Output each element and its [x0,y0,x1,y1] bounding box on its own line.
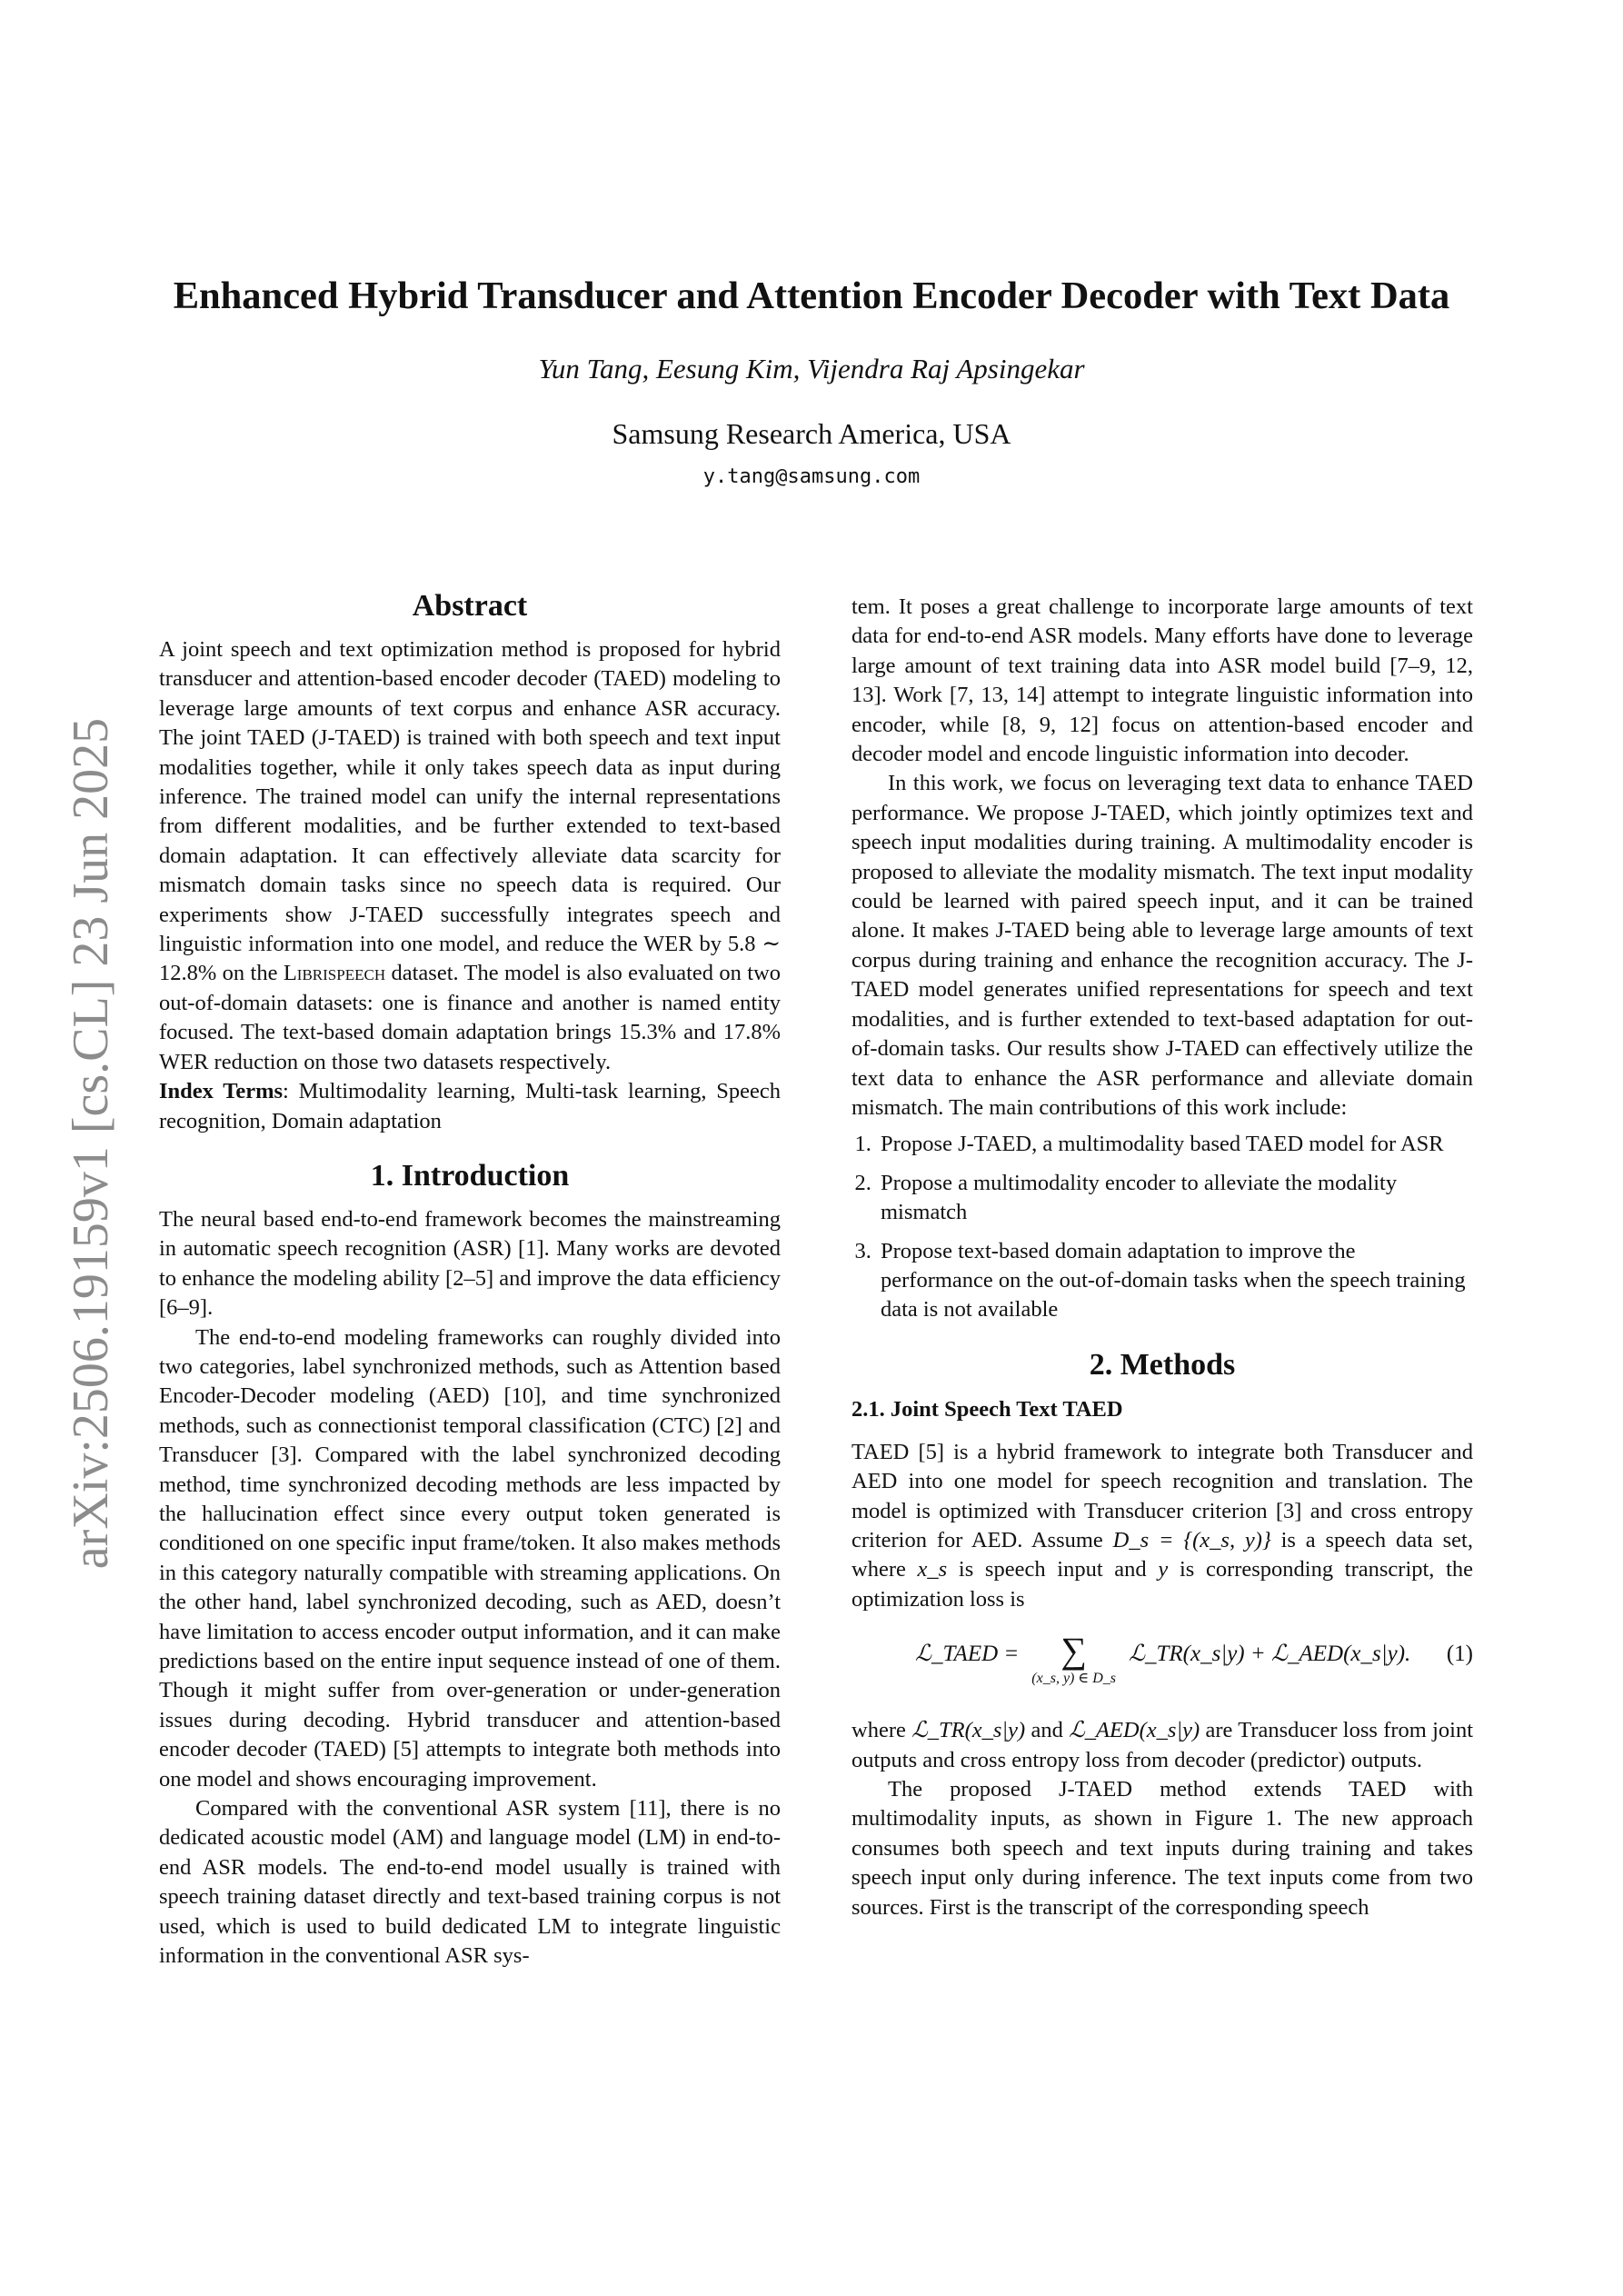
contribution-item: 2. Propose a multimodality encoder to alleviate the modality mismatch [877,1169,1473,1228]
equation-number: (1) [1446,1642,1473,1667]
intro-paragraph-3: Compared with the conventional ASR system [11], there is no dedicated acoustic model (AM) and language model (LM) in end-to-end ASR models. The end-to-end model usually is trained with speech training dataset directly and text-based training corpus is not used, which is used to build dedicated LM to integrate linguistic information in the conventional ASR sys- [159,1796,781,1969]
math-aed-loss: ℒ_AED(x_s|y) [1069,1718,1200,1743]
joint-speech-text-taed-subheading: 2.1. Joint Speech Text TAED [851,1396,1123,1422]
summation-subscript: (x_s, y) ∈ D_s [1031,1671,1116,1687]
summation [1031,1631,1116,1687]
math-transcript: y [1158,1557,1169,1582]
author-email: y.tang@samsung.com [702,465,921,488]
abstract-heading: Abstract [412,589,528,623]
loss-equation [851,1631,1473,1707]
index-terms [159,1077,781,1136]
contribution-item: 3. Propose text-based domain adaptation to improve the performance on the out-of-domain tasks when the speech training data is not available [877,1237,1473,1325]
math-speech-input: x_s [917,1557,948,1582]
dataset-name: Librispeech [283,961,386,986]
left-column [159,586,781,1971]
paper-title: Enhanced Hybrid Transducer and Attention Encoder Decoder with Text Data [173,275,1450,317]
summation-sign: ∑ [1060,1630,1087,1672]
author-list: Yun Tang, Eesung Kim, Vijendra Raj Apsingekar [538,353,1085,384]
methods-paragraph-3: The proposed J-TAED method extends TAED with multimodality inputs, as shown in Figure 1. The new approach consumes both speech and text inputs during training and takes speech input only during inference. The text inputs come from two sources. First is the transcript of the corresponding speech [851,1777,1473,1920]
intro-paragraph-1: The neural based end-to-end framework becomes the mainstreaming in automatic speech recognition (ASR) [1]. Many works are devoted to enhance the modeling ability [2–5] and improve the data efficiency [6–9]. [159,1206,781,1321]
contribution-list [851,1130,1473,1324]
introduction-heading: 1. Introduction [370,1158,570,1193]
math-dataset: D_s = {(x_s, y)} [1112,1527,1271,1552]
index-terms-label: Index Terms [159,1079,284,1104]
intro-paragraph-2: The end-to-end modeling frameworks can roughly divided into two categories, label synchronized methods, such as Attention based Encoder-Decoder modeling (AED) [10], and time synchronized methods, such as connectionist temporal classification (CTC) [2] and Transducer [3]. Compared with the label synchronized decoding method, time synchronized decoding methods are less impacted by the hallucination effect since every output token generated is conditioned on one specific input frame/token. It also makes methods in this category naturally compatible with streaming applications. On the other hand, label synchronized decoding, such as AED, doesn’t have limitation to access encoder output information, and it can make predictions based on the entire input sequence instead of one of them. Though it might suffer from over-generation or under-generation issues during decoding. Hybrid transducer and attention-based encoder decoder (TAED) [5] attempts to integrate both methods into one model and shows encouraging improvement. [159,1324,781,1792]
arxiv-identifier: arXiv:2506.19159v1 [cs.CL] 23 Jun 2025 [63,717,119,1570]
equation-rhs: ℒ_TR(x_s|y) + ℒ_AED(x_s|y). [1129,1642,1411,1667]
index-terms-list: : Multimodality learning, Multi-task learning, Speech recognition, Domain adaptation [159,1079,781,1133]
math-transducer-loss: ℒ_TR(x_s|y) [911,1718,1026,1743]
methods-paragraph-2: where ℒ_TR(x_s|y) and ℒ_AED(x_s|y) are Transducer loss from joint outputs and cross entropy loss from decoder (predictor) outputs. [851,1718,1474,1772]
right-column [851,593,1473,1922]
equation-lhs: ℒ_TAED = [915,1642,1020,1667]
affiliation: Samsung Research America, USA [612,417,1011,450]
methods-heading: 2. Methods [1089,1347,1236,1382]
abstract-text: A joint speech and text optimization method is proposed for hybrid transducer and attention-based encoder decoder (TAED) modeling to leverage large amounts of text corpus and enhance ASR accuracy. The joint TAED (J-TAED) is trained with both speech and text input modalities together, while it only takes speech data as input during inference. The trained model can unify the internal representations from different modalities, and be further extended to text-based domain adaptation. It can effectively alleviate data scarcity for mismatch domain tasks since no speech data is required. Our experiments show J-TAED successfully integrates speech and linguistic information into one model, and reduce the WER by 5.8 ∼ 12.8% on the Librispeech dataset. The model is also evaluated on two out-of-domain datasets: one is finance and another is named entity focused. The text-based domain adaptation brings 15.3% and 17.8% WER reduction on those two datasets respectively. [159,637,782,1074]
methods-paragraph-1: TAED [5] is a hybrid framework to integrate both Transducer and AED into one model for speech recognition and translation. The model is optimized with Transducer criterion [3] and cross entropy criterion for AED. Assume D_s = {(x_s, y)} is a speech data set, where x_s is speech input and y is corresponding transcript, the optimization loss is [851,1439,1474,1612]
contribution-item: 1. Propose J-TAED, a multimodality based TAED model for ASR [877,1130,1473,1159]
intro-paragraph-3-continued: tem. It poses a great challenge to incorporate large amounts of text data for end-to-end ASR models. Many efforts have done to leverage large amount of text training data into ASR model build [7–9, 12, 13]. Work [7, 13, 14] attempt to integrate linguistic information into encoder, while [8, 9, 12] focus on attention-based encoder and decoder model and encode linguistic information into decoder. [851,594,1473,767]
intro-paragraph-4: In this work, we focus on leveraging text data to enhance TAED performance. We propose J-TAED, which jointly optimizes text and speech input modalities during training. A multimodality encoder is proposed to alleviate the modality mismatch. The text input modality could be learned with paired speech input, and it can be trained alone. It makes J-TAED being able to leverage large amounts of text corpus during training and enhance the recognition accuracy. The J-TAED model generates unified representations for speech and text modalities, and is further extended to text-based adaptation for out-of-domain tasks. Our results show J-TAED can effectively utilize the text data to enhance the ASR performance and alleviate domain mismatch. The main contributions of this work include: [851,771,1473,1120]
